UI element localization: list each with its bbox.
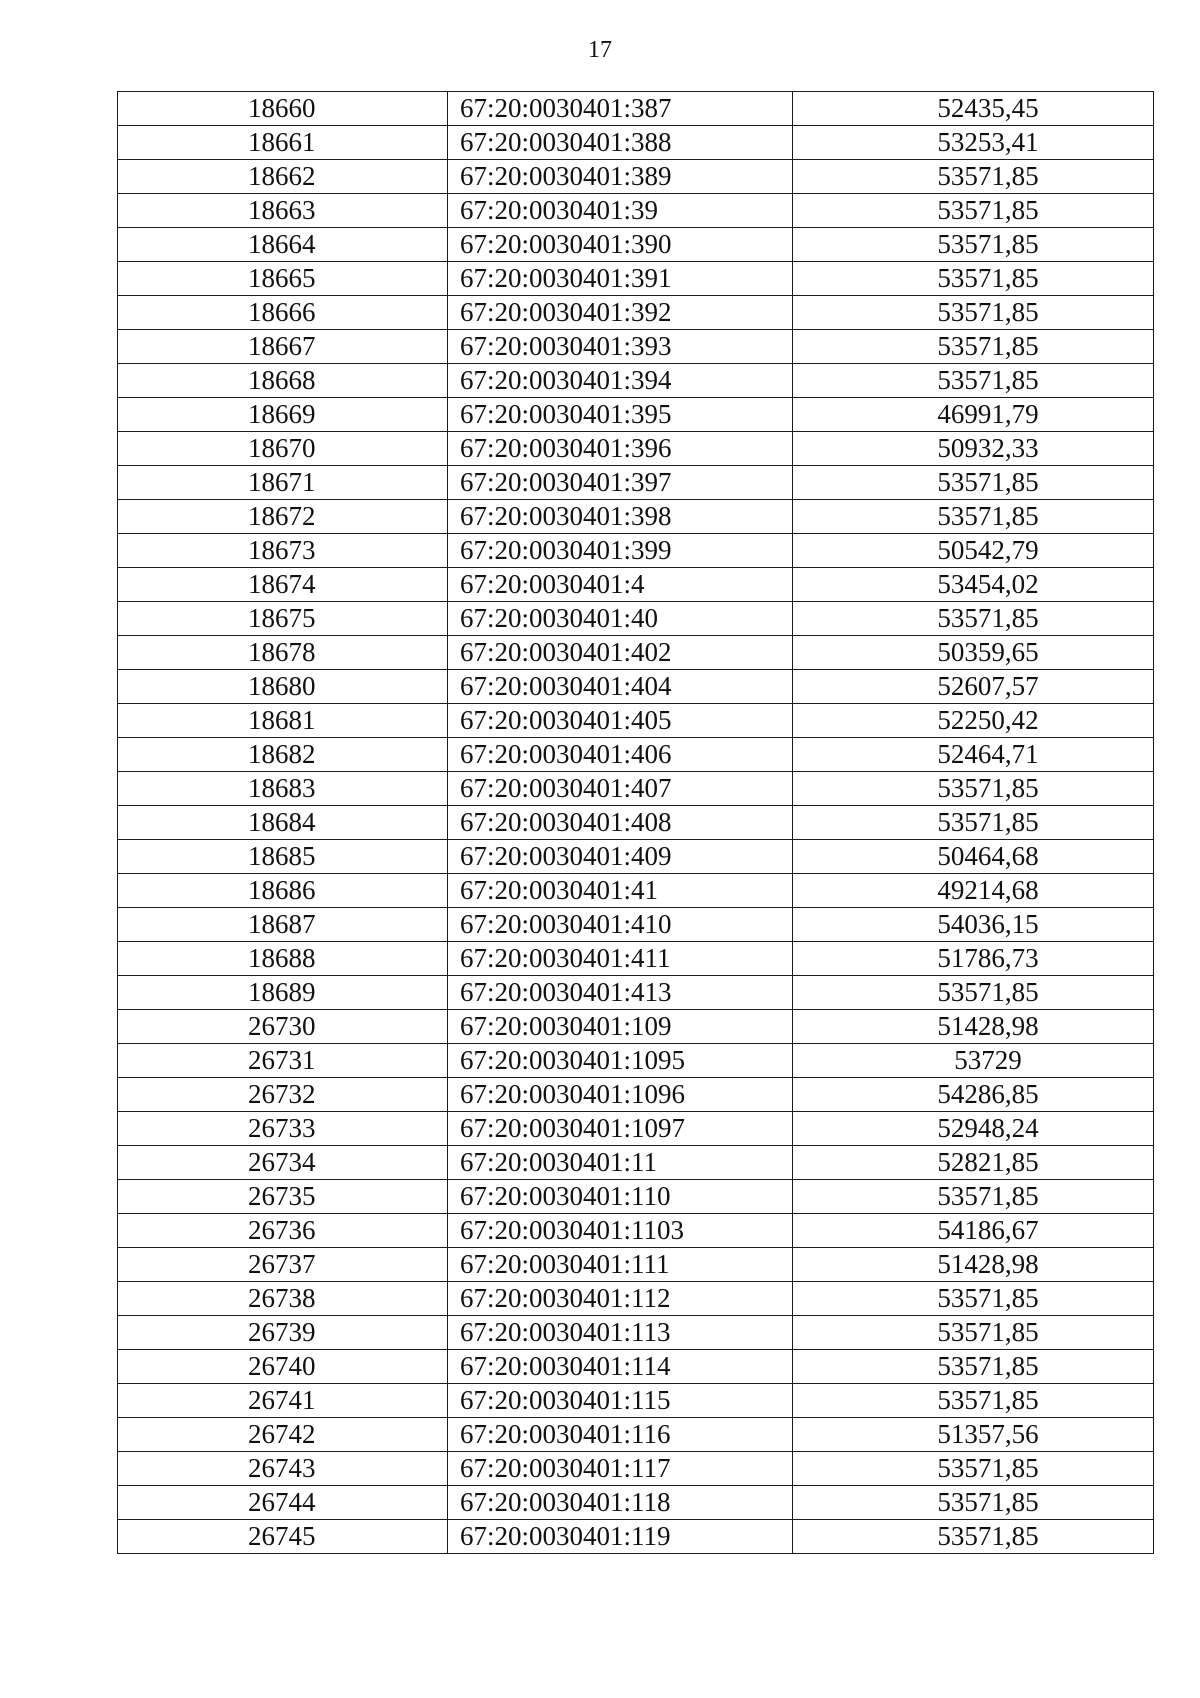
- table-row: [118, 432, 1154, 466]
- table-row: [118, 500, 1154, 534]
- value-cell: 53253,41: [793, 126, 1154, 160]
- cadastral-number-cell: 67:20:0030401:392: [448, 296, 793, 330]
- row-number-cell: 18678: [118, 636, 448, 670]
- value-cell: 49214,68: [793, 874, 1154, 908]
- cadastral-number-cell: 67:20:0030401:391: [448, 262, 793, 296]
- cadastral-number-cell: 67:20:0030401:119: [448, 1520, 793, 1554]
- table-row: [118, 1486, 1154, 1520]
- value-cell: 53571,85: [793, 602, 1154, 636]
- row-number-cell: 26734: [118, 1146, 448, 1180]
- value-cell: 52948,24: [793, 1112, 1154, 1146]
- table-row: [118, 704, 1154, 738]
- row-number-cell: 26731: [118, 1044, 448, 1078]
- table-row: [118, 1078, 1154, 1112]
- cadastral-number-cell: 67:20:0030401:113: [448, 1316, 793, 1350]
- cadastral-number-cell: 67:20:0030401:398: [448, 500, 793, 534]
- row-number-cell: 26732: [118, 1078, 448, 1112]
- table-row: [118, 1010, 1154, 1044]
- row-number-cell: 18686: [118, 874, 448, 908]
- value-cell: 50542,79: [793, 534, 1154, 568]
- row-number-cell: 26744: [118, 1486, 448, 1520]
- row-number-cell: 18689: [118, 976, 448, 1010]
- value-cell: 50932,33: [793, 432, 1154, 466]
- value-cell: 50464,68: [793, 840, 1154, 874]
- cadastral-number-cell: 67:20:0030401:410: [448, 908, 793, 942]
- table-row: [118, 398, 1154, 432]
- cadastral-number-cell: 67:20:0030401:389: [448, 160, 793, 194]
- row-number-cell: 26743: [118, 1452, 448, 1486]
- cadastral-number-cell: 67:20:0030401:402: [448, 636, 793, 670]
- cadastral-number-cell: 67:20:0030401:405: [448, 704, 793, 738]
- table-row: [118, 840, 1154, 874]
- value-cell: 53571,85: [793, 1452, 1154, 1486]
- value-cell: 50359,65: [793, 636, 1154, 670]
- row-number-cell: 18673: [118, 534, 448, 568]
- table-row: [118, 1452, 1154, 1486]
- row-number-cell: 18670: [118, 432, 448, 466]
- value-cell: 51357,56: [793, 1418, 1154, 1452]
- row-number-cell: 18687: [118, 908, 448, 942]
- table-row: [118, 1146, 1154, 1180]
- table-row: [118, 126, 1154, 160]
- value-cell: 53571,85: [793, 1384, 1154, 1418]
- table-row: [118, 908, 1154, 942]
- row-number-cell: 26742: [118, 1418, 448, 1452]
- cadastral-number-cell: 67:20:0030401:406: [448, 738, 793, 772]
- cadastral-number-cell: 67:20:0030401:1096: [448, 1078, 793, 1112]
- cadastral-number-cell: 67:20:0030401:116: [448, 1418, 793, 1452]
- row-number-cell: 18675: [118, 602, 448, 636]
- row-number-cell: 18672: [118, 500, 448, 534]
- row-number-cell: 18662: [118, 160, 448, 194]
- table-row: [118, 806, 1154, 840]
- value-cell: 53571,85: [793, 364, 1154, 398]
- cadastral-number-cell: 67:20:0030401:399: [448, 534, 793, 568]
- row-number-cell: 26745: [118, 1520, 448, 1554]
- cadastral-number-cell: 67:20:0030401:110: [448, 1180, 793, 1214]
- value-cell: 53571,85: [793, 772, 1154, 806]
- row-number-cell: 26736: [118, 1214, 448, 1248]
- row-number-cell: 26737: [118, 1248, 448, 1282]
- table-row: [118, 1180, 1154, 1214]
- table-row: [118, 364, 1154, 398]
- cadastral-number-cell: 67:20:0030401:388: [448, 126, 793, 160]
- cadastral-number-cell: 67:20:0030401:118: [448, 1486, 793, 1520]
- value-cell: 46991,79: [793, 398, 1154, 432]
- table-row: [118, 228, 1154, 262]
- row-number-cell: 18683: [118, 772, 448, 806]
- row-number-cell: 26738: [118, 1282, 448, 1316]
- cadastral-number-cell: 67:20:0030401:39: [448, 194, 793, 228]
- data-table: [117, 91, 1154, 1554]
- cadastral-number-cell: 67:20:0030401:396: [448, 432, 793, 466]
- cadastral-number-cell: 67:20:0030401:387: [448, 92, 793, 126]
- cadastral-number-cell: 67:20:0030401:1097: [448, 1112, 793, 1146]
- value-cell: 53571,85: [793, 806, 1154, 840]
- table-row: [118, 1044, 1154, 1078]
- cadastral-number-cell: 67:20:0030401:1103: [448, 1214, 793, 1248]
- row-number-cell: 26733: [118, 1112, 448, 1146]
- cadastral-number-cell: 67:20:0030401:41: [448, 874, 793, 908]
- value-cell: 52435,45: [793, 92, 1154, 126]
- row-number-cell: 18684: [118, 806, 448, 840]
- row-number-cell: 18666: [118, 296, 448, 330]
- value-cell: 52464,71: [793, 738, 1154, 772]
- value-cell: 53571,85: [793, 194, 1154, 228]
- row-number-cell: 18680: [118, 670, 448, 704]
- table-row: [118, 636, 1154, 670]
- value-cell: 53571,85: [793, 500, 1154, 534]
- table-row: [118, 330, 1154, 364]
- table-row: [118, 1418, 1154, 1452]
- cadastral-number-cell: 67:20:0030401:112: [448, 1282, 793, 1316]
- cadastral-number-cell: 67:20:0030401:109: [448, 1010, 793, 1044]
- cadastral-number-cell: 67:20:0030401:411: [448, 942, 793, 976]
- value-cell: 52250,42: [793, 704, 1154, 738]
- value-cell: 53571,85: [793, 1282, 1154, 1316]
- cadastral-number-cell: 67:20:0030401:413: [448, 976, 793, 1010]
- value-cell: 53571,85: [793, 1316, 1154, 1350]
- row-number-cell: 18669: [118, 398, 448, 432]
- cadastral-number-cell: 67:20:0030401:395: [448, 398, 793, 432]
- row-number-cell: 18663: [118, 194, 448, 228]
- table-row: [118, 466, 1154, 500]
- row-number-cell: 18668: [118, 364, 448, 398]
- page-number: 17: [588, 37, 612, 63]
- row-number-cell: 18685: [118, 840, 448, 874]
- table-row: [118, 92, 1154, 126]
- table-row: [118, 534, 1154, 568]
- value-cell: 53571,85: [793, 296, 1154, 330]
- value-cell: 53571,85: [793, 1486, 1154, 1520]
- row-number-cell: 18688: [118, 942, 448, 976]
- table-row: [118, 262, 1154, 296]
- cadastral-number-cell: 67:20:0030401:409: [448, 840, 793, 874]
- cadastral-number-cell: 67:20:0030401:408: [448, 806, 793, 840]
- value-cell: 53571,85: [793, 466, 1154, 500]
- value-cell: 54036,15: [793, 908, 1154, 942]
- value-cell: 53729: [793, 1044, 1154, 1078]
- value-cell: 53571,85: [793, 1520, 1154, 1554]
- cadastral-number-cell: 67:20:0030401:111: [448, 1248, 793, 1282]
- row-number-cell: 26740: [118, 1350, 448, 1384]
- table-row: [118, 738, 1154, 772]
- value-cell: 53571,85: [793, 228, 1154, 262]
- row-number-cell: 18665: [118, 262, 448, 296]
- table-row: [118, 194, 1154, 228]
- row-number-cell: 18664: [118, 228, 448, 262]
- table-row: [118, 942, 1154, 976]
- row-number-cell: 18681: [118, 704, 448, 738]
- table-row: [118, 1112, 1154, 1146]
- value-cell: 53571,85: [793, 262, 1154, 296]
- table-row: [118, 670, 1154, 704]
- table-row: [118, 1384, 1154, 1418]
- table-row: [118, 874, 1154, 908]
- cadastral-number-cell: 67:20:0030401:404: [448, 670, 793, 704]
- table-row: [118, 602, 1154, 636]
- value-cell: 52607,57: [793, 670, 1154, 704]
- cadastral-number-cell: 67:20:0030401:115: [448, 1384, 793, 1418]
- cadastral-number-cell: 67:20:0030401:11: [448, 1146, 793, 1180]
- table-row: [118, 1520, 1154, 1554]
- table-row: [118, 1214, 1154, 1248]
- row-number-cell: 26739: [118, 1316, 448, 1350]
- table-row: [118, 1282, 1154, 1316]
- row-number-cell: 26730: [118, 1010, 448, 1044]
- value-cell: 51428,98: [793, 1010, 1154, 1044]
- table-row: [118, 568, 1154, 602]
- cadastral-number-cell: 67:20:0030401:40: [448, 602, 793, 636]
- value-cell: 53571,85: [793, 330, 1154, 364]
- row-number-cell: 26741: [118, 1384, 448, 1418]
- cadastral-number-cell: 67:20:0030401:407: [448, 772, 793, 806]
- row-number-cell: 18682: [118, 738, 448, 772]
- row-number-cell: 26735: [118, 1180, 448, 1214]
- cadastral-number-cell: 67:20:0030401:1095: [448, 1044, 793, 1078]
- row-number-cell: 18674: [118, 568, 448, 602]
- cadastral-number-cell: 67:20:0030401:397: [448, 466, 793, 500]
- value-cell: 54286,85: [793, 1078, 1154, 1112]
- value-cell: 53571,85: [793, 976, 1154, 1010]
- value-cell: 54186,67: [793, 1214, 1154, 1248]
- value-cell: 53571,85: [793, 160, 1154, 194]
- value-cell: 53571,85: [793, 1350, 1154, 1384]
- value-cell: 53571,85: [793, 1180, 1154, 1214]
- cadastral-number-cell: 67:20:0030401:114: [448, 1350, 793, 1384]
- table-row: [118, 772, 1154, 806]
- table-row: [118, 160, 1154, 194]
- table-body: [118, 92, 1154, 1554]
- table-row: [118, 1350, 1154, 1384]
- row-number-cell: 18661: [118, 126, 448, 160]
- row-number-cell: 18667: [118, 330, 448, 364]
- cadastral-number-cell: 67:20:0030401:393: [448, 330, 793, 364]
- table-row: [118, 296, 1154, 330]
- table-row: [118, 976, 1154, 1010]
- table-row: [118, 1248, 1154, 1282]
- cadastral-number-cell: 67:20:0030401:4: [448, 568, 793, 602]
- value-cell: 51428,98: [793, 1248, 1154, 1282]
- value-cell: 53454,02: [793, 568, 1154, 602]
- cadastral-number-cell: 67:20:0030401:390: [448, 228, 793, 262]
- table-row: [118, 1316, 1154, 1350]
- cadastral-number-cell: 67:20:0030401:394: [448, 364, 793, 398]
- row-number-cell: 18660: [118, 92, 448, 126]
- value-cell: 51786,73: [793, 942, 1154, 976]
- value-cell: 52821,85: [793, 1146, 1154, 1180]
- row-number-cell: 18671: [118, 466, 448, 500]
- cadastral-number-cell: 67:20:0030401:117: [448, 1452, 793, 1486]
